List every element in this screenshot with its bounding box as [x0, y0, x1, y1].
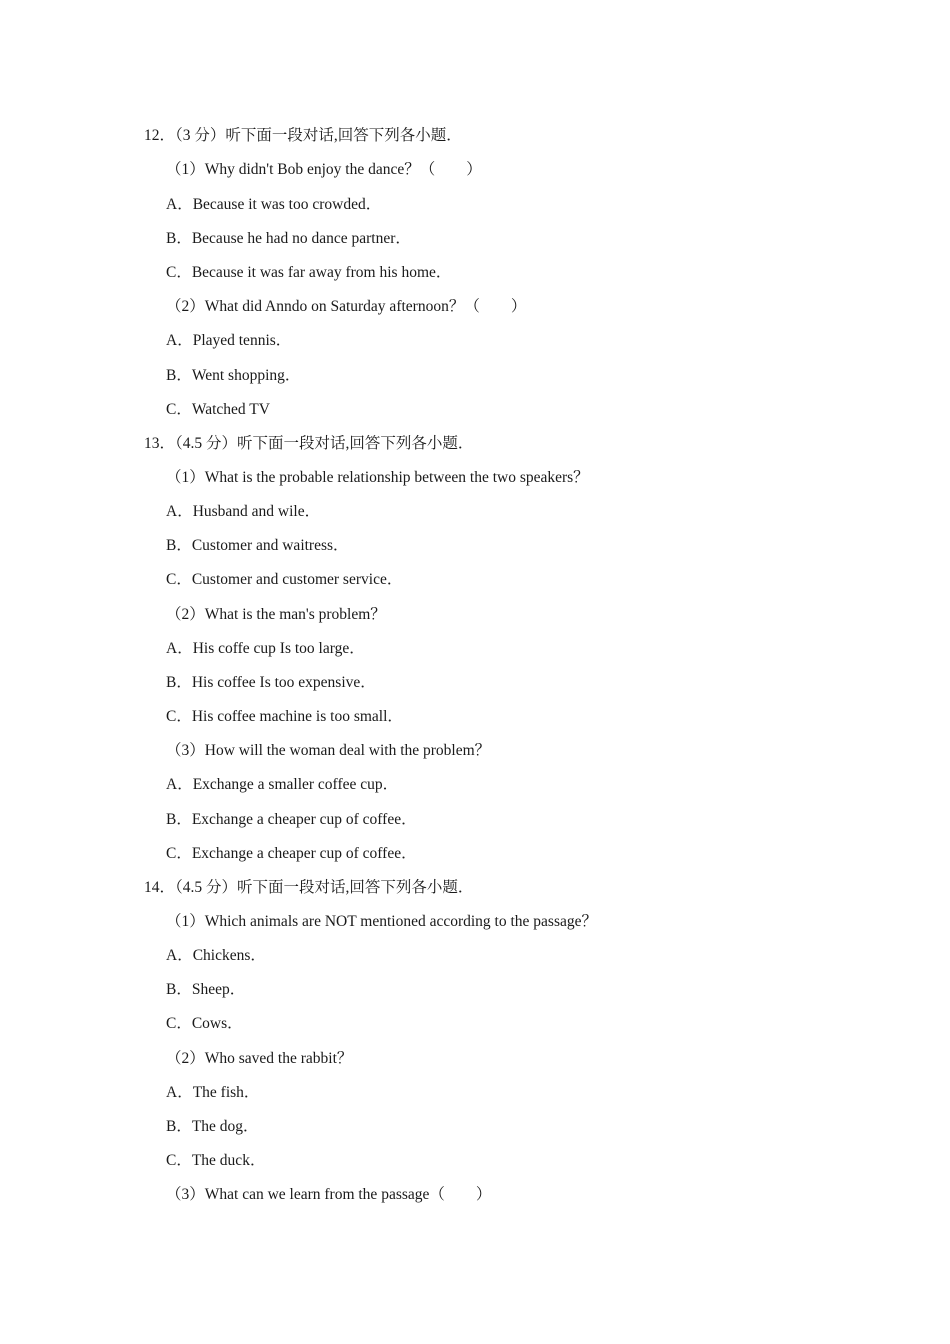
question-12-2-option-b: B．Went shopping． [166, 367, 301, 384]
question-14-sub-3: （3）What can we learn from the passage（ ） [166, 1186, 492, 1203]
question-12-sub-1: （1）Why didn't Bob enjoy the dance？（ ） [166, 161, 482, 178]
question-14-2-option-c: C．The duck． [166, 1152, 266, 1169]
question-13-2-option-c: C．His coffee machine is too small． [166, 708, 403, 725]
question-13-3-option-b: B．Exchange a cheaper cup of coffee． [166, 811, 417, 828]
question-14-1-option-b: B．Sheep． [166, 981, 246, 998]
question-13-2-option-b: B．His coffee Is too expensive． [166, 674, 376, 691]
question-14-2-option-a: A．The fish． [166, 1084, 260, 1101]
question-13-2-option-a: A．His coffe cup Is too large． [166, 640, 365, 657]
question-13-3-option-a: A．Exchange a smaller coffee cup． [166, 776, 399, 793]
question-13-heading: 13．（4.5 分）听下面一段对话,回答下列各小题． [144, 435, 474, 452]
question-12-1-option-c: C．Because it was far away from his home． [166, 264, 452, 281]
question-13-sub-2: （2）What is the man's problem？ [166, 606, 386, 623]
question-13-1-option-c: C．Customer and customer service． [166, 571, 403, 588]
question-12-2-option-c: C．Watched TV [166, 401, 270, 418]
question-13-sub-3: （3）How will the woman deal with the problem？ [166, 742, 491, 759]
question-13-1-option-a: A．Husband and wile． [166, 503, 321, 520]
question-12-1-option-a: A．Because it was too crowded． [166, 196, 382, 213]
question-13-1-option-b: B．Customer and waitress． [166, 537, 349, 554]
question-13-sub-1: （1）What is the probable relationship between the two speakers？ [166, 469, 589, 486]
question-14-2-option-b: B．The dog． [166, 1118, 259, 1135]
question-12-sub-2: （2）What did Anndo on Saturday afternoon？（ ） [166, 298, 527, 315]
question-14-sub-2: （2）Who saved the rabbit？ [166, 1050, 353, 1067]
question-12-heading: 12．（3 分）听下面一段对话,回答下列各小题． [144, 127, 462, 144]
question-14-1-option-c: C．Cows． [166, 1015, 243, 1032]
question-14-heading: 14．（4.5 分）听下面一段对话,回答下列各小题． [144, 879, 474, 896]
question-13-3-option-c: C．Exchange a cheaper cup of coffee． [166, 845, 417, 862]
question-12-2-option-a: A．Played tennis． [166, 332, 292, 349]
question-14-sub-1: （1）Which animals are NOT mentioned according to the passage？ [166, 913, 598, 930]
question-12-1-option-b: B．Because he had no dance partner． [166, 230, 411, 247]
question-14-1-option-a: A．Chickens． [166, 947, 266, 964]
